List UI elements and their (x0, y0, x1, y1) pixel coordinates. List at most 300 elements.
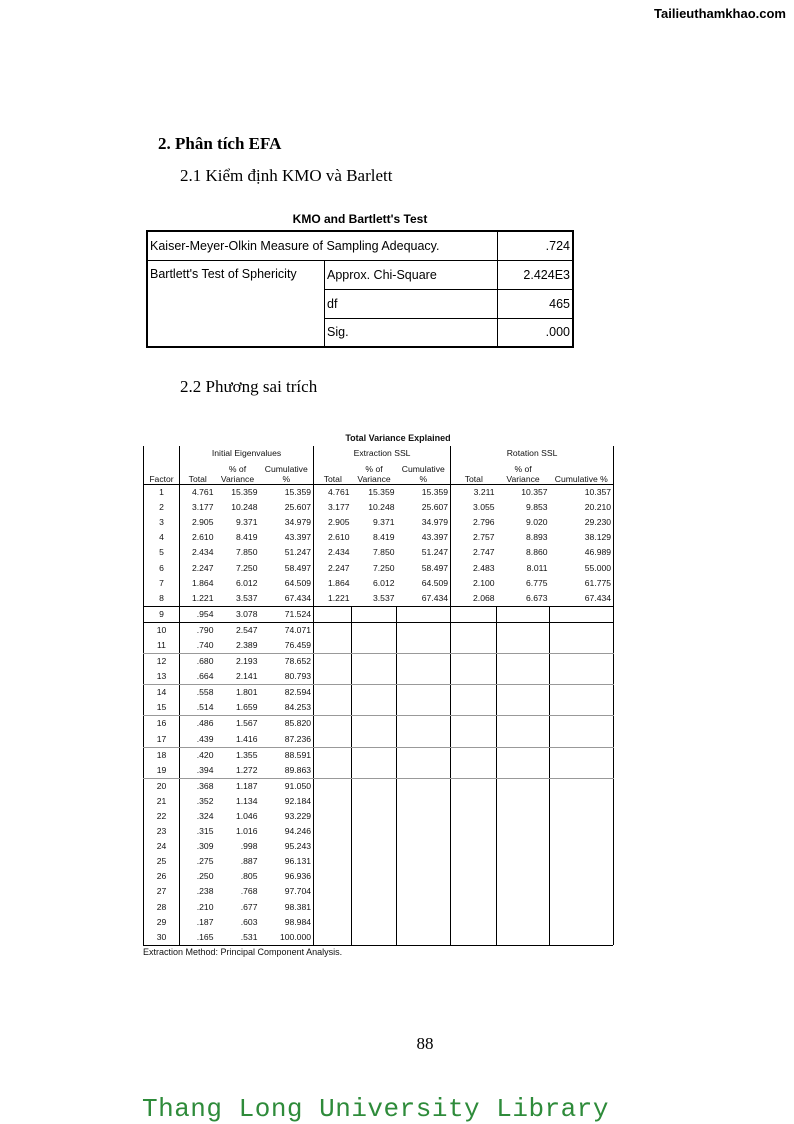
table-cell: 87.236 (260, 732, 314, 748)
table-cell: 55.000 (550, 560, 614, 575)
chi-square-label: Approx. Chi-Square (325, 260, 498, 289)
table-cell (314, 930, 352, 945)
table-cell: 7 (144, 576, 180, 591)
table-cell (397, 716, 451, 732)
table-cell: 27 (144, 884, 180, 899)
table-cell: 3.537 (352, 591, 397, 607)
sig-label: Sig. (325, 318, 498, 347)
table-cell: .603 (240, 916, 258, 927)
table-cell: 89.863 (260, 763, 314, 779)
table-cell: 3 (144, 515, 180, 530)
table-cell (397, 622, 451, 638)
variance-footnote: Extraction Method: Principal Component Analysis. (143, 945, 613, 957)
table-cell: .558 (196, 687, 214, 698)
table-cell: 6.775 (526, 577, 548, 588)
table-row (144, 778, 614, 794)
table-cell: .439 (180, 732, 216, 748)
table-cell: 96.131 (260, 854, 314, 869)
table-cell (352, 824, 397, 839)
table-cell: .740 (180, 638, 216, 654)
table-cell: 2.610 (328, 532, 350, 543)
table-cell (550, 884, 614, 899)
table-cell: 18 (144, 747, 180, 763)
subsection-kmo-heading: 2.1 Kiểm định KMO và Barlett (180, 166, 393, 185)
table-cell (314, 824, 352, 839)
site-watermark: Tailieuthamkhao.com (654, 6, 786, 21)
table-row (144, 884, 614, 899)
table-cell: 1 (144, 485, 180, 501)
table-cell (451, 794, 497, 809)
table-cell (397, 700, 451, 716)
table-cell (550, 794, 614, 809)
table-cell: 10.357 (521, 487, 548, 498)
table-cell: .790 (196, 624, 214, 635)
table-row (144, 669, 614, 685)
table-cell (352, 794, 397, 809)
table-cell: 64.509 (397, 576, 451, 591)
table-cell (397, 869, 451, 884)
table-cell (497, 763, 550, 779)
table-cell: 21 (144, 794, 180, 809)
table-cell: 1.659 (216, 700, 260, 716)
table-cell: .887 (240, 856, 258, 867)
table-cell: 15.359 (368, 487, 395, 498)
table-cell (314, 669, 352, 685)
table-cell: 13 (144, 669, 180, 685)
table-cell: 22 (144, 809, 180, 824)
bartlett-label: Bartlett's Test of Sphericity (150, 266, 297, 281)
table-cell (550, 732, 614, 748)
table-cell (451, 900, 497, 915)
table-cell: 2.193 (235, 656, 258, 667)
column-header: Total (314, 460, 352, 485)
table-cell (352, 669, 397, 685)
table-cell: 2.068 (451, 591, 497, 607)
table-cell: .309 (196, 841, 214, 852)
table-row (144, 930, 614, 945)
table-cell: 98.984 (260, 915, 314, 930)
table-cell: 1.046 (235, 811, 258, 822)
table-cell: 6.673 (497, 591, 550, 607)
table-cell: .165 (196, 931, 214, 942)
table-cell (352, 700, 397, 716)
table-cell (497, 638, 550, 654)
table-cell (397, 884, 451, 899)
table-cell: .531 (240, 931, 258, 942)
table-cell (352, 747, 397, 763)
table-cell (314, 884, 352, 899)
table-cell: 2.434 (328, 547, 350, 558)
table-cell (314, 809, 352, 824)
table-cell (397, 669, 451, 685)
table-cell: 9.371 (235, 517, 258, 528)
table-cell (352, 606, 397, 622)
table-cell: 2.389 (216, 638, 260, 654)
table-cell: .210 (196, 901, 214, 912)
column-header: Total (451, 460, 497, 485)
table-cell (397, 763, 451, 779)
table-cell (550, 763, 614, 779)
table-cell: .486 (196, 718, 214, 729)
table-cell: 38.129 (550, 530, 614, 545)
table-cell: 26 (144, 869, 180, 884)
table-row (144, 747, 614, 763)
table-row (144, 854, 614, 869)
table-cell: 2.796 (473, 517, 495, 528)
table-cell (352, 778, 397, 794)
kmo-table-title: KMO and Bartlett's Test (292, 212, 428, 226)
table-cell (497, 654, 550, 670)
table-cell (497, 747, 550, 763)
table-cell: 51.247 (397, 545, 451, 560)
table-cell: 1.801 (235, 687, 258, 698)
column-header: Factor (144, 460, 180, 485)
table-cell (550, 622, 614, 638)
table-cell (451, 747, 497, 763)
table-cell: 29.230 (550, 515, 614, 530)
table-cell: 3.055 (473, 502, 495, 513)
table-cell (397, 654, 451, 670)
table-cell: 7.850 (235, 547, 258, 558)
column-header: Cumulative % (550, 460, 614, 485)
table-cell: 15.359 (231, 487, 258, 498)
table-cell: .954 (180, 606, 216, 622)
table-cell: 3.211 (473, 487, 495, 498)
table-cell: 1.864 (328, 577, 350, 588)
table-cell: 67.434 (260, 591, 314, 607)
table-row (144, 530, 614, 545)
table-cell: 8.011 (526, 562, 548, 573)
library-watermark: Thang Long University Library (142, 1094, 609, 1124)
table-cell: 2.100 (473, 577, 495, 588)
table-cell: 82.594 (260, 685, 314, 701)
table-cell: 15.359 (397, 485, 451, 501)
table-cell: .352 (196, 795, 214, 806)
table-cell (314, 622, 352, 638)
group-header: Rotation SSL (451, 446, 614, 460)
table-cell: .420 (196, 749, 214, 760)
table-cell: .805 (240, 871, 258, 882)
table-cell (497, 716, 550, 732)
table-cell (352, 854, 397, 869)
table-cell (451, 716, 497, 732)
group-header: Initial Eigenvalues (180, 446, 314, 460)
column-header: % of Variance (216, 460, 260, 485)
table-cell (497, 622, 550, 638)
table-cell (352, 638, 397, 654)
table-cell: 17 (144, 732, 180, 748)
table-cell (497, 900, 550, 915)
table-cell: 94.246 (260, 824, 314, 839)
table-cell (550, 930, 614, 945)
table-cell (352, 915, 397, 930)
table-cell: 6.012 (373, 577, 395, 588)
table-cell: 20 (144, 778, 180, 794)
table-cell (397, 606, 451, 622)
table-cell: 95.243 (260, 839, 314, 854)
table-cell (314, 854, 352, 869)
table-cell: 8.893 (526, 532, 548, 543)
table-cell (497, 732, 550, 748)
table-cell (397, 685, 451, 701)
table-cell: 2.747 (473, 547, 495, 558)
table-cell (397, 732, 451, 748)
table-cell (497, 915, 550, 930)
kmo-bartlett-table (146, 230, 574, 348)
table-row (144, 809, 614, 824)
column-header: Cumulative % (260, 460, 314, 485)
table-row (144, 915, 614, 930)
table-row (144, 685, 614, 701)
table-cell: 3.078 (216, 606, 260, 622)
table-cell: .187 (196, 916, 214, 927)
table-cell (497, 930, 550, 945)
table-row (144, 606, 614, 622)
table-cell: 25.607 (397, 500, 451, 515)
table-cell: .998 (240, 841, 258, 852)
table-cell (497, 669, 550, 685)
table-cell: 1.416 (216, 732, 260, 748)
table-cell: .315 (196, 826, 214, 837)
table-cell (451, 685, 497, 701)
table-cell: 3.537 (216, 591, 260, 607)
table-cell: 3.177 (328, 502, 350, 513)
column-header: Total (180, 460, 216, 485)
df-value: 465 (498, 289, 574, 318)
table-cell (397, 824, 451, 839)
table-row (144, 700, 614, 716)
table-cell (352, 654, 397, 670)
table-cell (550, 900, 614, 915)
table-cell (497, 809, 550, 824)
table-cell: 7.250 (235, 562, 258, 573)
table-cell: 58.497 (260, 560, 314, 575)
table-cell: 97.704 (260, 884, 314, 899)
table-cell: 6.012 (235, 577, 258, 588)
table-cell (550, 869, 614, 884)
table-cell: 8.419 (373, 532, 395, 543)
table-cell (497, 685, 550, 701)
table-row (144, 591, 614, 607)
table-cell: 78.652 (260, 654, 314, 670)
table-cell (451, 915, 497, 930)
table-cell: 1.221 (314, 591, 352, 607)
table-cell (451, 669, 497, 685)
table-cell (550, 638, 614, 654)
table-cell: 92.184 (260, 794, 314, 809)
table-cell (497, 854, 550, 869)
table-cell: 100.000 (260, 930, 314, 945)
kmo-value: .724 (498, 231, 574, 260)
table-cell (314, 794, 352, 809)
table-cell: .514 (180, 700, 216, 716)
table-row (144, 794, 614, 809)
table-cell (314, 685, 352, 701)
table-cell: 24 (144, 839, 180, 854)
table-cell: 28 (144, 900, 180, 915)
table-cell: 2.247 (191, 562, 214, 573)
table-cell (451, 869, 497, 884)
table-cell: 23 (144, 824, 180, 839)
table-cell: 2.905 (328, 517, 350, 528)
section-title: 2. Phân tích EFA (158, 134, 282, 153)
table-cell (451, 778, 497, 794)
table-cell (550, 854, 614, 869)
table-cell: 4.761 (328, 487, 350, 498)
table-cell (550, 716, 614, 732)
table-cell: 9.020 (526, 517, 548, 528)
table-cell (352, 809, 397, 824)
column-header: Cumulative % (397, 460, 451, 485)
table-cell: 91.050 (260, 778, 314, 794)
table-cell (314, 763, 352, 779)
table-cell: 2.247 (328, 562, 350, 573)
table-row (144, 622, 614, 638)
table-cell: 30 (144, 930, 180, 945)
table-cell: 88.591 (260, 747, 314, 763)
table-cell (497, 794, 550, 809)
table-row (144, 560, 614, 575)
table-cell (550, 747, 614, 763)
table-cell (314, 869, 352, 884)
subsection-variance-heading: 2.2 Phương sai trích (180, 377, 318, 396)
table-row (144, 654, 614, 670)
table-cell: 67.434 (397, 591, 451, 607)
table-cell: 8.419 (235, 532, 258, 543)
table-cell (497, 884, 550, 899)
table-cell: 9.371 (373, 517, 395, 528)
table-cell: 51.247 (260, 545, 314, 560)
table-row (144, 732, 614, 748)
table-cell (314, 915, 352, 930)
table-cell (451, 854, 497, 869)
table-cell: 14 (144, 685, 180, 701)
table-cell: 20.210 (550, 500, 614, 515)
table-cell: .680 (196, 656, 214, 667)
table-cell: 9.853 (526, 502, 548, 513)
table-row (144, 900, 614, 915)
table-cell: 2.757 (473, 532, 495, 543)
table-cell: 34.979 (397, 515, 451, 530)
df-label: df (325, 289, 498, 318)
table-cell: 67.434 (550, 591, 614, 607)
table-cell (397, 915, 451, 930)
table-cell: .238 (196, 886, 214, 897)
table-cell (397, 839, 451, 854)
table-row (144, 716, 614, 732)
table-cell (550, 700, 614, 716)
table-cell (497, 869, 550, 884)
table-cell: 1.221 (180, 591, 216, 607)
column-header: % of Variance (497, 460, 550, 485)
table-cell: 80.793 (260, 669, 314, 685)
table-cell: 11 (144, 638, 180, 654)
table-cell (352, 622, 397, 638)
table-cell: 3.177 (191, 502, 214, 513)
table-cell: 4 (144, 530, 180, 545)
table-cell (550, 778, 614, 794)
table-cell (451, 638, 497, 654)
table-cell: 7.250 (373, 562, 395, 573)
table-cell (550, 824, 614, 839)
table-cell (397, 854, 451, 869)
table-cell: 1.016 (235, 826, 258, 837)
table-cell: 10.357 (550, 485, 614, 501)
table-cell (451, 763, 497, 779)
table-cell (497, 778, 550, 794)
table-cell (314, 732, 352, 748)
table-cell: 98.381 (260, 900, 314, 915)
table-cell: 1.864 (191, 577, 214, 588)
table-cell: 85.820 (260, 716, 314, 732)
table-cell (397, 809, 451, 824)
table-row (144, 824, 614, 839)
table-cell (314, 839, 352, 854)
table-cell (314, 654, 352, 670)
table-cell: 61.775 (550, 576, 614, 591)
table-cell: 8.860 (526, 547, 548, 558)
table-cell: .677 (240, 901, 258, 912)
table-cell: 76.459 (260, 638, 314, 654)
table-cell: 2.905 (191, 517, 214, 528)
table-row (144, 839, 614, 854)
table-cell (550, 606, 614, 622)
table-row (144, 545, 614, 560)
table-cell: 96.936 (260, 869, 314, 884)
table-row (144, 576, 614, 591)
table-cell (314, 747, 352, 763)
table-cell (550, 839, 614, 854)
table-row (144, 869, 614, 884)
table-cell (352, 763, 397, 779)
table-cell: 19 (144, 763, 180, 779)
table-cell: 1.134 (235, 795, 258, 806)
table-cell: 74.071 (260, 622, 314, 638)
table-cell: .250 (196, 871, 214, 882)
table-cell: 58.497 (397, 560, 451, 575)
chi-square-value: 2.424E3 (498, 260, 574, 289)
table-cell: 1.272 (216, 763, 260, 779)
table-cell: .324 (196, 811, 214, 822)
table-cell (550, 915, 614, 930)
table-cell (314, 716, 352, 732)
table-cell (451, 700, 497, 716)
table-cell: 84.253 (260, 700, 314, 716)
total-variance-block (143, 430, 613, 957)
table-cell (397, 900, 451, 915)
table-cell (497, 824, 550, 839)
table-cell (352, 900, 397, 915)
table-cell: 12 (144, 654, 180, 670)
table-cell (497, 606, 550, 622)
table-cell: 2.141 (216, 669, 260, 685)
table-cell (397, 747, 451, 763)
table-cell: .664 (180, 669, 216, 685)
table-row (144, 500, 614, 515)
table-cell: 2.610 (191, 532, 214, 543)
table-cell (550, 654, 614, 670)
variance-table-title: Total Variance Explained (345, 433, 451, 443)
table-cell: .368 (196, 780, 214, 791)
table-cell: 16 (144, 716, 180, 732)
table-cell: 2.547 (235, 624, 258, 635)
table-cell (497, 839, 550, 854)
table-row (144, 638, 614, 654)
table-cell: 10.248 (368, 502, 395, 513)
table-cell: 10 (144, 622, 180, 638)
table-cell: .768 (240, 886, 258, 897)
table-cell (352, 732, 397, 748)
